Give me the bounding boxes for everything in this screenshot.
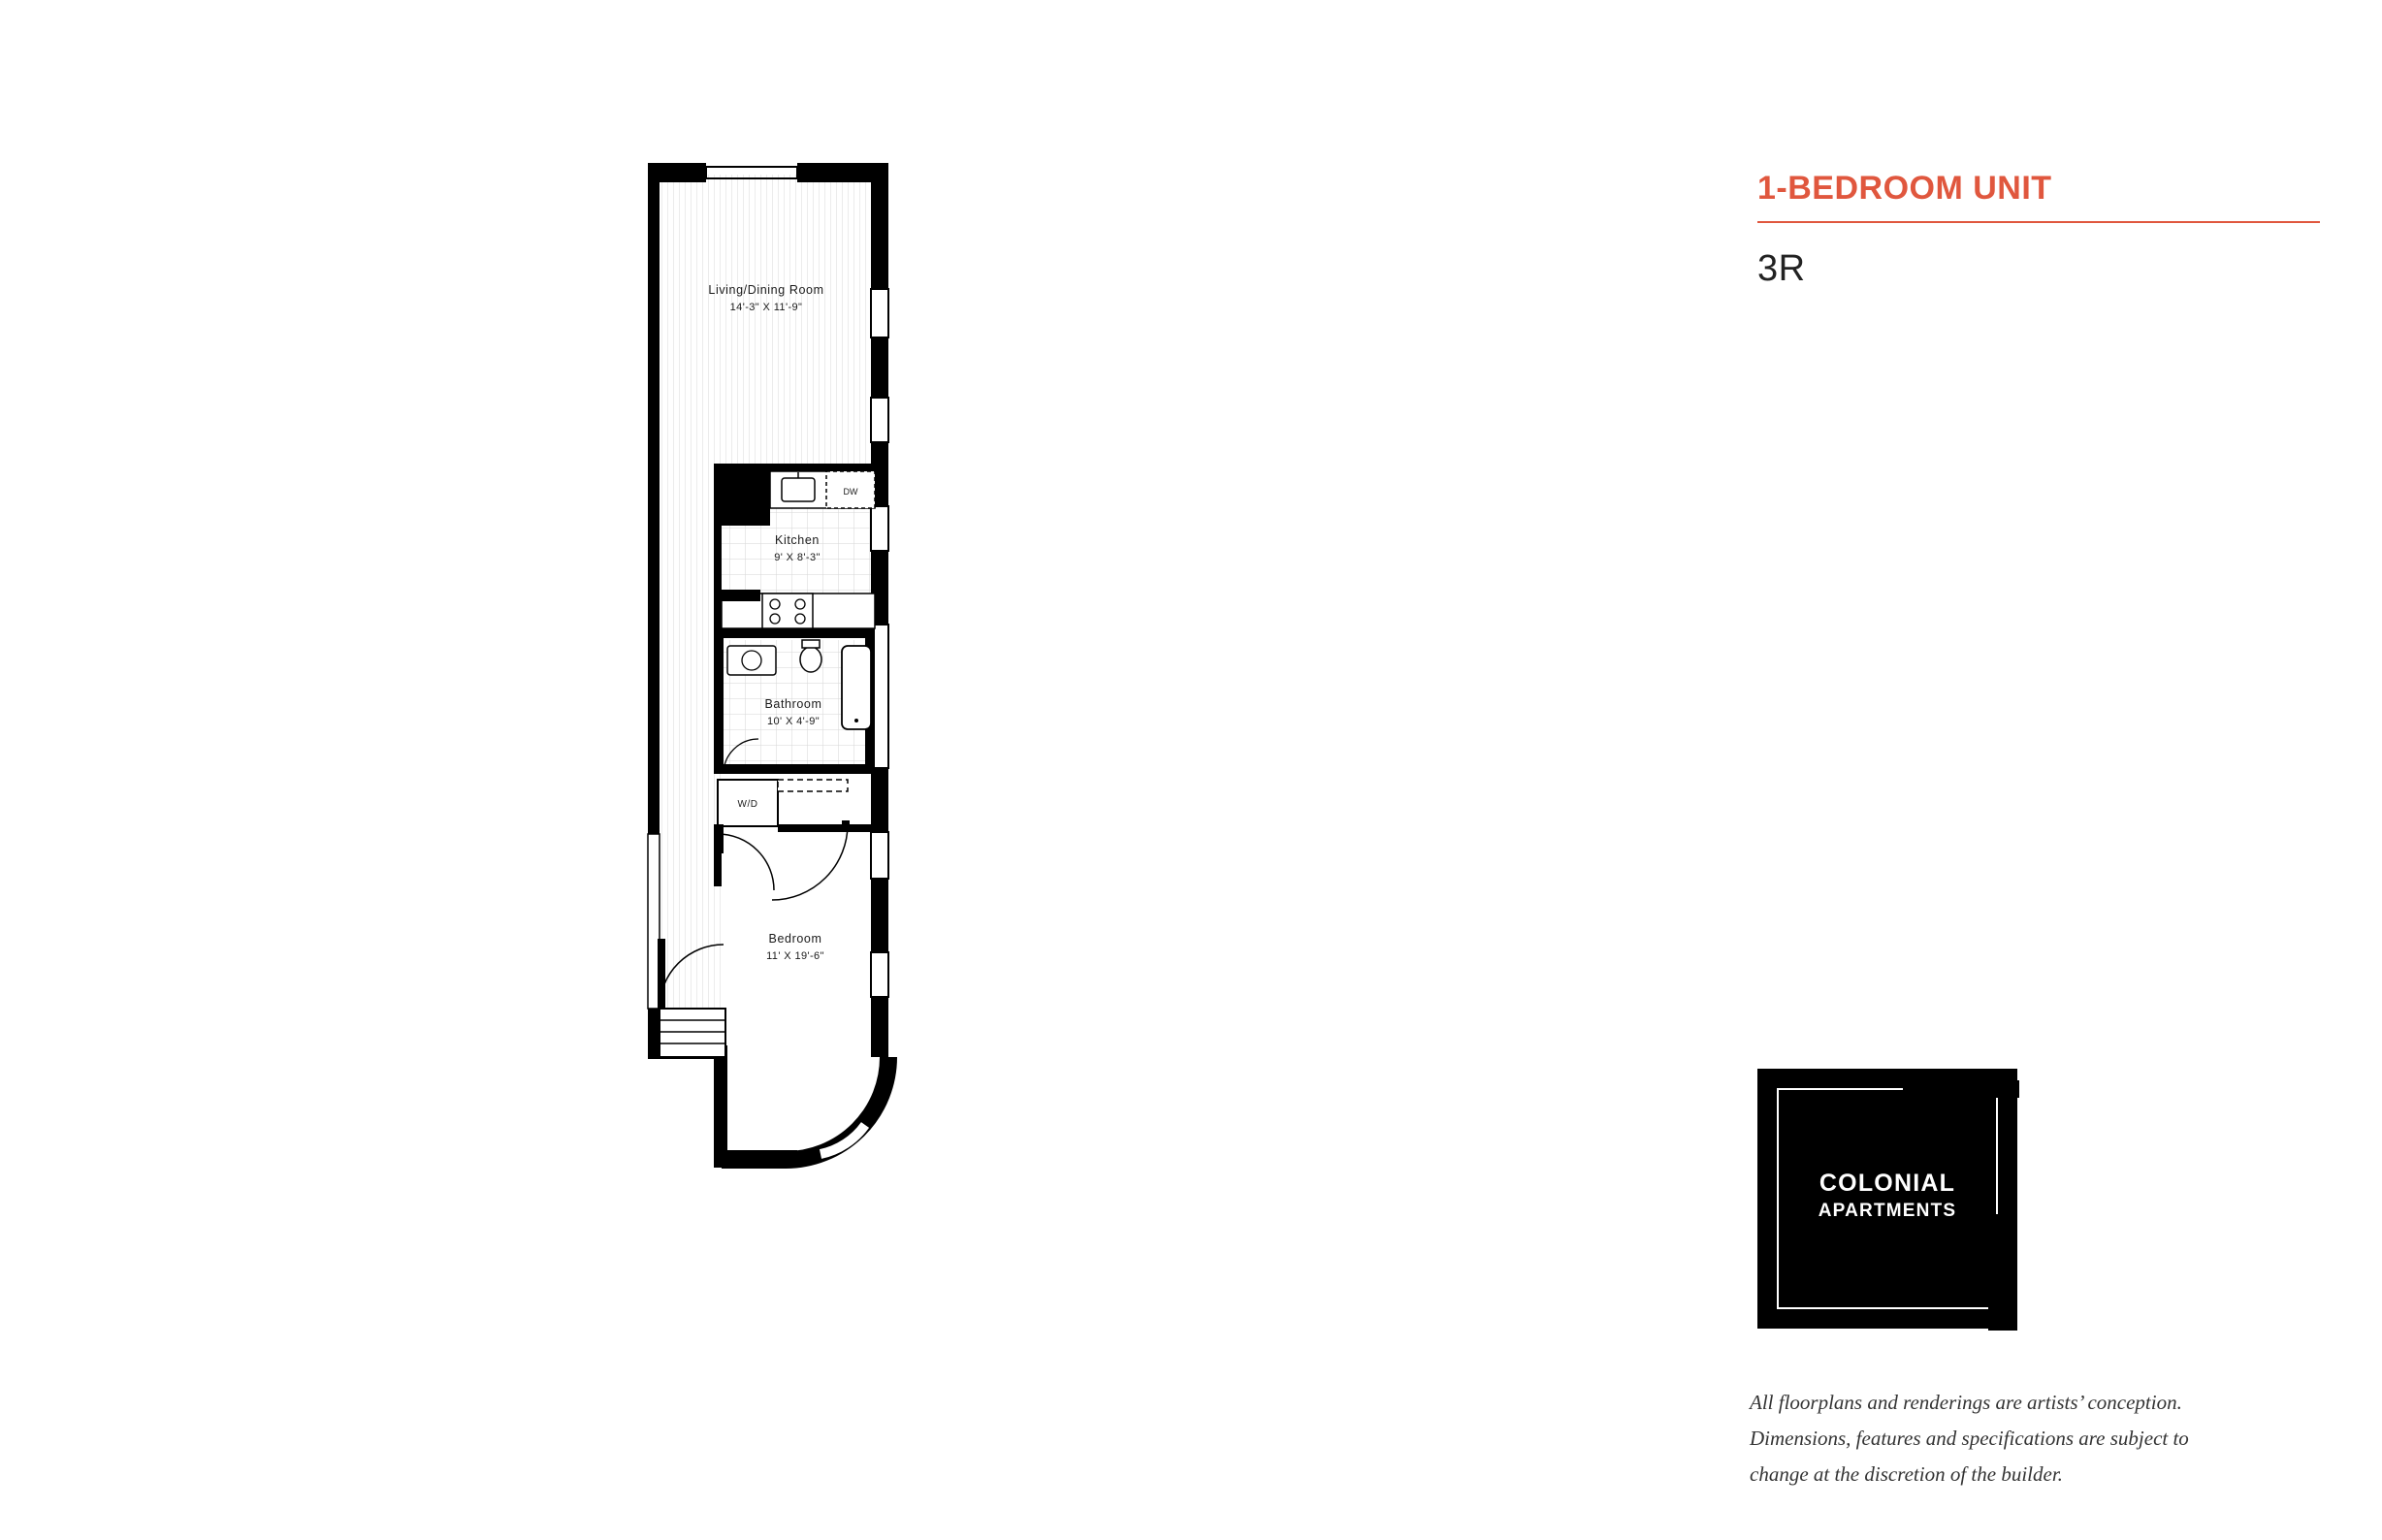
logo-frame-gap-top bbox=[1903, 1080, 2019, 1098]
bathroom-door-leaf bbox=[718, 737, 724, 774]
corridor-floor bbox=[658, 630, 722, 795]
logo-name: COLONIAL bbox=[1819, 1170, 1956, 1197]
toilet-bowl bbox=[800, 647, 821, 672]
laundry-closet bbox=[718, 780, 848, 826]
laundry-label: W/D bbox=[737, 799, 758, 810]
wall-bedroom-left bbox=[714, 824, 724, 853]
exterior-wall-top-right bbox=[797, 163, 883, 182]
window-right-2 bbox=[871, 398, 888, 442]
living-room-floor bbox=[658, 175, 873, 465]
disclaimer-line-3: change at the discretion of the builder. bbox=[1750, 1461, 2063, 1486]
kitchen-dimensions: 9' X 8'-3" bbox=[774, 552, 821, 563]
kitchen-counter-lower bbox=[722, 590, 875, 628]
kitchen-wall-top bbox=[770, 464, 875, 471]
counter-end-block bbox=[722, 590, 760, 601]
living-room-dimensions: 14'-3" X 11'-9" bbox=[729, 302, 803, 313]
exterior-wall-right-2 bbox=[871, 337, 888, 398]
toilet-tank bbox=[802, 640, 820, 648]
exterior-wall-right-5 bbox=[871, 768, 888, 832]
range bbox=[762, 594, 813, 628]
bathroom-dimensions: 10' X 4'-9" bbox=[766, 716, 821, 727]
exterior-wall-bedroom-jog bbox=[714, 1055, 727, 1164]
bedroom-dimensions: 11' X 19'-6" bbox=[766, 950, 824, 962]
wall-bedroom-top bbox=[778, 824, 875, 832]
exterior-wall-right-7 bbox=[871, 997, 888, 1057]
title-divider bbox=[1757, 221, 2320, 223]
kitchen-name: Kitchen bbox=[775, 533, 820, 547]
logo-subtitle: APARTMENTS bbox=[1818, 1201, 1957, 1221]
bedroom-name: Bedroom bbox=[768, 932, 822, 946]
disclaimer-line-1: All floorplans and renderings are artists’ conception. bbox=[1750, 1391, 2182, 1414]
unit-info-panel bbox=[1757, 170, 2320, 290]
bathtub bbox=[842, 646, 871, 729]
floorplan-svg bbox=[621, 155, 1164, 1396]
kitchen-counter-upper bbox=[770, 471, 875, 508]
disclaimer bbox=[1750, 1385, 2332, 1492]
wall-bathroom-bottom bbox=[714, 764, 875, 774]
kitchen-sink bbox=[782, 478, 815, 501]
logo-frame-gap-right bbox=[1988, 1214, 2017, 1331]
kitchen-wall-block bbox=[714, 464, 770, 526]
closet-shelf bbox=[778, 780, 848, 791]
living-room-name: Living/Dining Room bbox=[708, 283, 824, 297]
exterior-wall-right-1 bbox=[871, 163, 888, 289]
window-right-5 bbox=[871, 832, 888, 879]
window-right-1 bbox=[871, 289, 888, 337]
dishwasher-label: DW bbox=[843, 487, 858, 497]
exterior-wall-right-6 bbox=[871, 879, 888, 952]
window-right-6 bbox=[871, 952, 888, 997]
page-title: 1-BEDROOM UNIT bbox=[1757, 170, 2052, 207]
disclaimer-line-2: Dimensions, features and specifications are subject to bbox=[1750, 1426, 2189, 1450]
logo bbox=[1757, 1069, 2017, 1329]
logo-text bbox=[1757, 1170, 2017, 1222]
hall-floor bbox=[658, 465, 722, 630]
tub-drain bbox=[854, 719, 858, 722]
unit-number: 3R bbox=[1757, 248, 1806, 289]
kitchen-wall-left bbox=[714, 526, 722, 632]
floorplan-drawing bbox=[621, 155, 1164, 1377]
wall-kitchen-bathroom bbox=[714, 628, 875, 638]
bathroom-name: Bathroom bbox=[764, 697, 822, 711]
entry-door-leaf bbox=[658, 939, 665, 1009]
window-right-3 bbox=[871, 506, 888, 551]
